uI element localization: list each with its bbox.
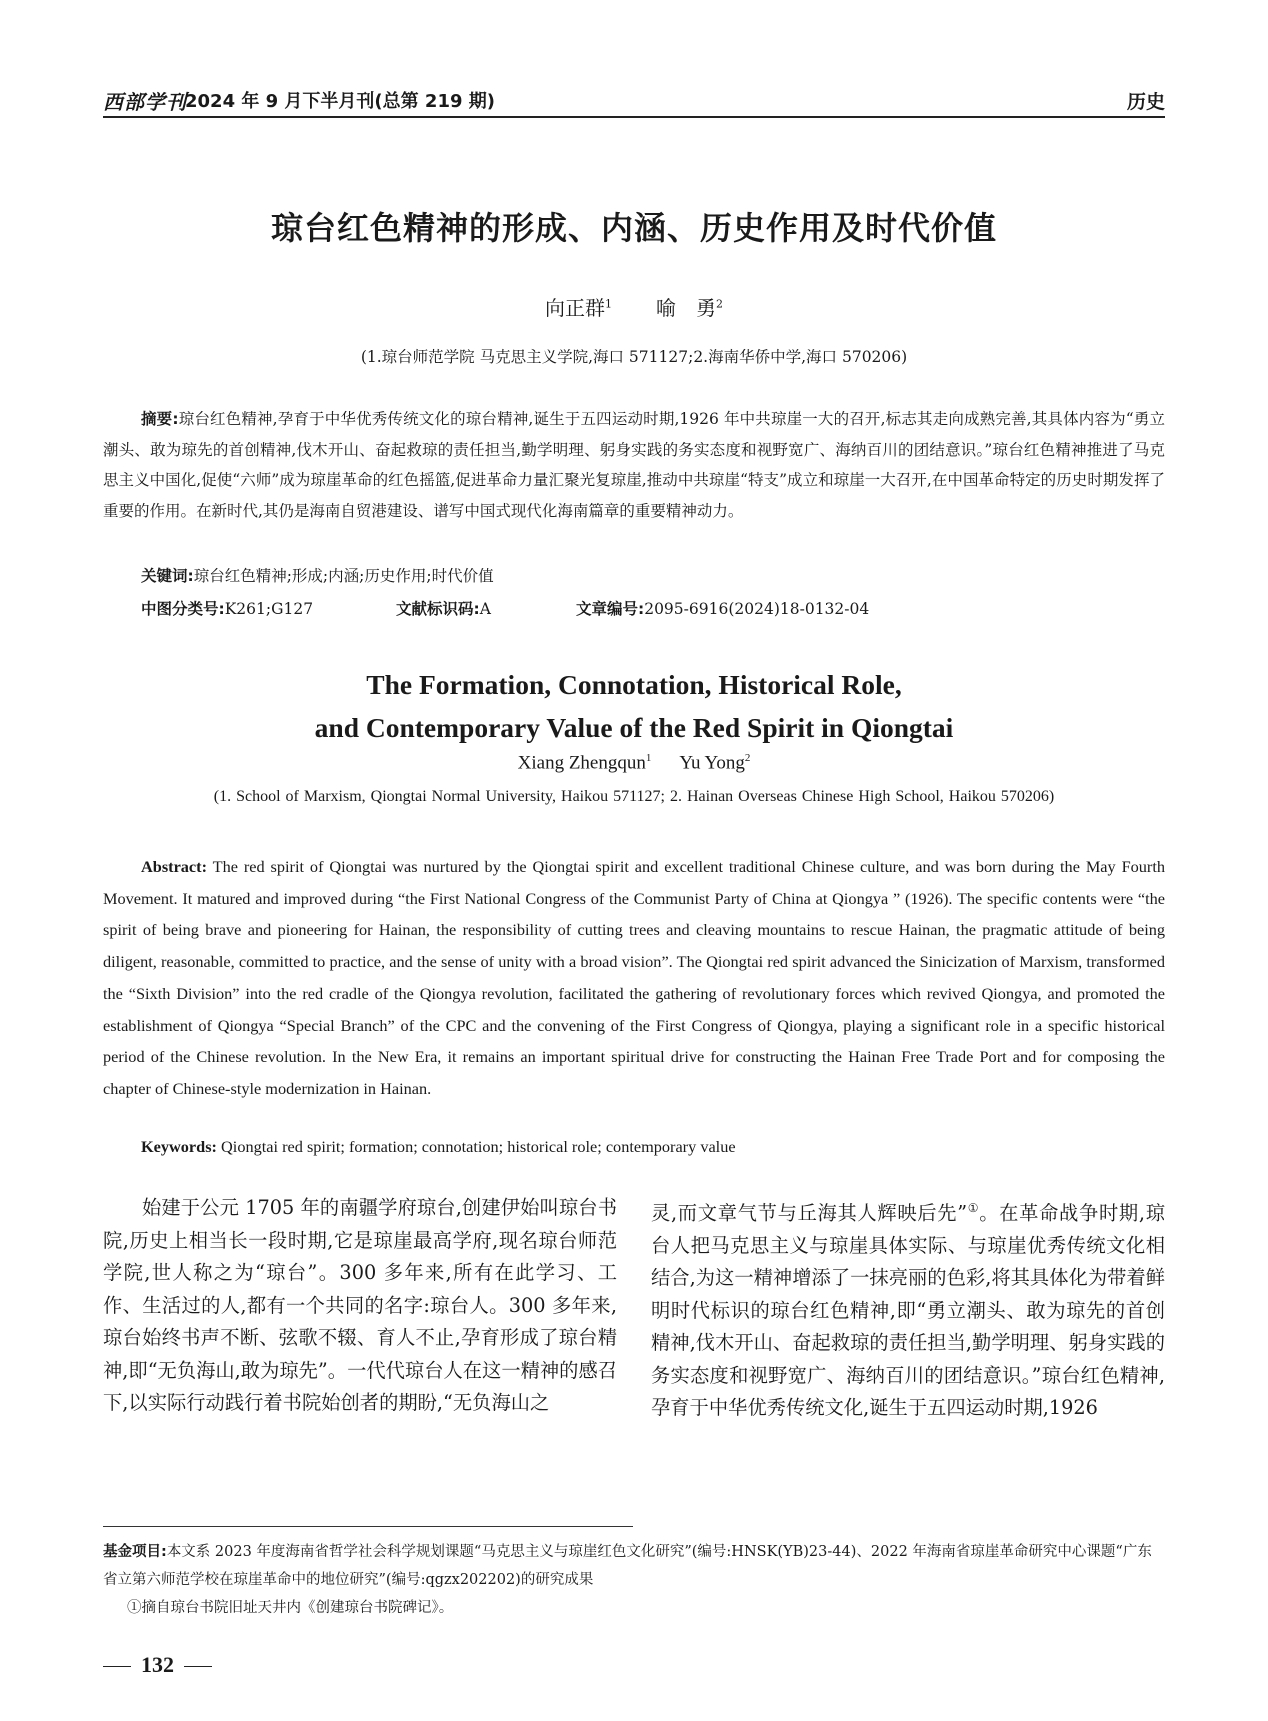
title-line: and Contemporary Value of the Red Spirit in Qiongtai bbox=[314, 712, 954, 743]
doc-code-value: A bbox=[479, 600, 491, 618]
authors-english bbox=[0, 752, 1268, 774]
section-label: 历史 bbox=[1126, 91, 1165, 113]
keywords-label: Keywords: bbox=[141, 1137, 217, 1156]
article-number-label: 文章编号: bbox=[576, 600, 645, 618]
affiliation-english: (1. School of Marxism, Qiongtai Normal University, Haikou 571127; 2. Hainan Overseas Chinese High School, Haikou 570206) bbox=[213, 788, 1055, 805]
abstract-label: 摘要: bbox=[141, 410, 179, 428]
paragraph-text: 。在革命战争时期,琼台人把马克思主义与琼崖具体实际、与琼崖优秀传统文化相结合,为这一精神增添了一抹亮丽的色彩,将其具体化为带着鲜明时代标识的琼台红色精神,即“勇立潮头、敢为琼先的首创精神,伐木开山、奋起救琼的责任担当,勤学明理、躬身实践的务实态度和视野宽广、海纳百川的团结意识。”琼台红色精神,孕育于中华优秀传统文化,诞生于五四运动时期,1926 bbox=[651, 1201, 1165, 1420]
affiliation-chinese: (1.琼台师范学院 马克思主义学院,海口 571127;2.海南华侨中学,海口 570206) bbox=[360, 348, 908, 366]
abstract-text: 琼台红色精神,孕育于中华优秀传统文化的琼台精神,诞生于五四运动时期,1926 年中共琼崖一大的召开,标志其走向成熟完善,其具体内容为“勇立潮头、敢为琼先的首创精神,伐木开山、奋起救琼的责任担当,勤学明理、躬身实践的务实态度和视野宽广、海纳百川的团结意识。”琼台红色精神推进了马克思主义中国化,促使“六师”成为琼崖革命的红色摇篮,促进革命力量汇聚光复琼崖,推动中共琼崖“特支”成立和琼崖一大召开,在中国革命特定的历史时期发挥了重要的作用。在新时代,其仍是海南自贸港建设、谱写中国式现代化海南篇章的重要精神动力。 bbox=[103, 410, 1165, 520]
doc-code-label: 文献标识码: bbox=[396, 600, 480, 618]
body-column-left bbox=[103, 1192, 617, 1420]
funding-text: 本文系 2023 年度海南省哲学社会科学规划课题“马克思主义与琼崖红色文化研究”(编号:HNSK(YB)23-44)、2022 年海南省琼崖革命研究中心课题“广东省立第六师范学校在琼崖革命中的地位研究”(编号:qgzx202202)的研究成果 bbox=[103, 1544, 1152, 1588]
author-name: 喻 勇 bbox=[656, 296, 716, 320]
issue-info: 2024 年 9 月下半月刊(总第 219 期) bbox=[185, 91, 495, 112]
author-name: 向正群 bbox=[545, 296, 605, 320]
abstract-text: The red spirit of Qiongtai was nurtured by the Qiongtai spirit and excellent traditional Chinese culture, and was born during the May Fourth Movement. It matured and improved during “the First National Congress of the Communist Party of China at Qiongya ” (1926). The specific contents were “the spirit of being brave and pioneering for Hainan, the responsibility of cutting trees and cleaving mountains to rescue Hainan, the pragmatic attitude of being diligent, reasonable, committed to practice, and the sense of unity with a broad vision”. The Qiongtai red spirit advanced the Sinicization of Marxism, transformed the “Sixth Division” into the red cradle of the Qiongya revolution, facilitated the gathering of revolutionary forces which revived Qiongya, and promoted the establishment of Qiongya “Special Branch” of the CPC and the convening of the First Congress of Qiongya, playing a significant role in a specific historical period of the Chinese revolution. In the New Era, it remains an important spiritual drive for constructing the Hainan Free Trade Port and for composing the chapter of Chinese-style modernization in Hainan. bbox=[103, 857, 1165, 1098]
abstract-chinese bbox=[103, 404, 1165, 526]
journal-name: 西部学刊 bbox=[103, 90, 187, 114]
author-name: Yu Yong bbox=[679, 752, 745, 774]
page-number bbox=[103, 1652, 222, 1678]
funding-label: 基金项目: bbox=[103, 1544, 167, 1560]
footnote-divider bbox=[103, 1526, 633, 1527]
authors-chinese bbox=[0, 292, 1268, 321]
author-affiliation-mark: 1 bbox=[645, 752, 652, 764]
body-column-right bbox=[651, 1192, 1165, 1425]
footnote-1: ①摘自琼台书院旧址天井内《创建琼台书院碑记》。 bbox=[127, 1600, 454, 1616]
funding-note bbox=[103, 1538, 1165, 1594]
keywords-label: 关键词: bbox=[141, 567, 194, 585]
author-name: Xiang Zhengqun bbox=[517, 752, 646, 774]
keywords-english bbox=[141, 1137, 736, 1157]
body-text bbox=[103, 1192, 1165, 1472]
paragraph-text: 始建于公元 1705 年的南疆学府琼台,创建伊始叫琼台书院,历史上相当长一段时期,它是琼崖最高学府,现名琼台师范学院,世人称之为“琼台”。300 多年来,所有在此学习、工作、生活过的人,都有一个共同的名字:琼台人。300 多年来,琼台始终书声不断、弦歌不辍、育人不止,孕育形成了琼台精神,即“无负海山,敢为琼先”。一代代琼台人在这一精神的感召下,以实际行动践行着书院始创者的期盼,“无负海山之 bbox=[103, 1196, 618, 1414]
keywords-text: 琼台红色精神;形成;内涵;历史作用;时代价值 bbox=[193, 567, 494, 585]
keywords-text: Qiongtai red spirit; formation; connotation; historical role; contemporary value bbox=[221, 1137, 736, 1156]
author-affiliation-mark: 2 bbox=[716, 297, 723, 311]
keywords-chinese bbox=[141, 564, 494, 586]
title-line: The Formation, Connotation, Historical Role, bbox=[366, 669, 902, 700]
classification-line bbox=[141, 597, 869, 619]
abstract-english bbox=[103, 851, 1165, 1105]
article-title-english bbox=[0, 663, 1268, 749]
clc-value: K261;G127 bbox=[224, 600, 314, 618]
page-number-value: 132 bbox=[141, 1652, 174, 1677]
paragraph-text: 灵,而文章气节与丘海其人辉映后先” bbox=[651, 1201, 968, 1225]
article-number-value: 2095-6916(2024)18-0132-04 bbox=[644, 600, 870, 618]
author-affiliation-mark: 1 bbox=[605, 297, 612, 311]
author-affiliation-mark: 2 bbox=[744, 752, 751, 764]
footnote-mark[interactable]: ① bbox=[967, 1201, 980, 1215]
abstract-label: Abstract: bbox=[141, 857, 208, 876]
clc-label: 中图分类号: bbox=[141, 600, 225, 618]
article-title-chinese: 琼台红色精神的形成、内涵、历史作用及时代价值 bbox=[270, 209, 997, 247]
running-header bbox=[103, 86, 1165, 118]
